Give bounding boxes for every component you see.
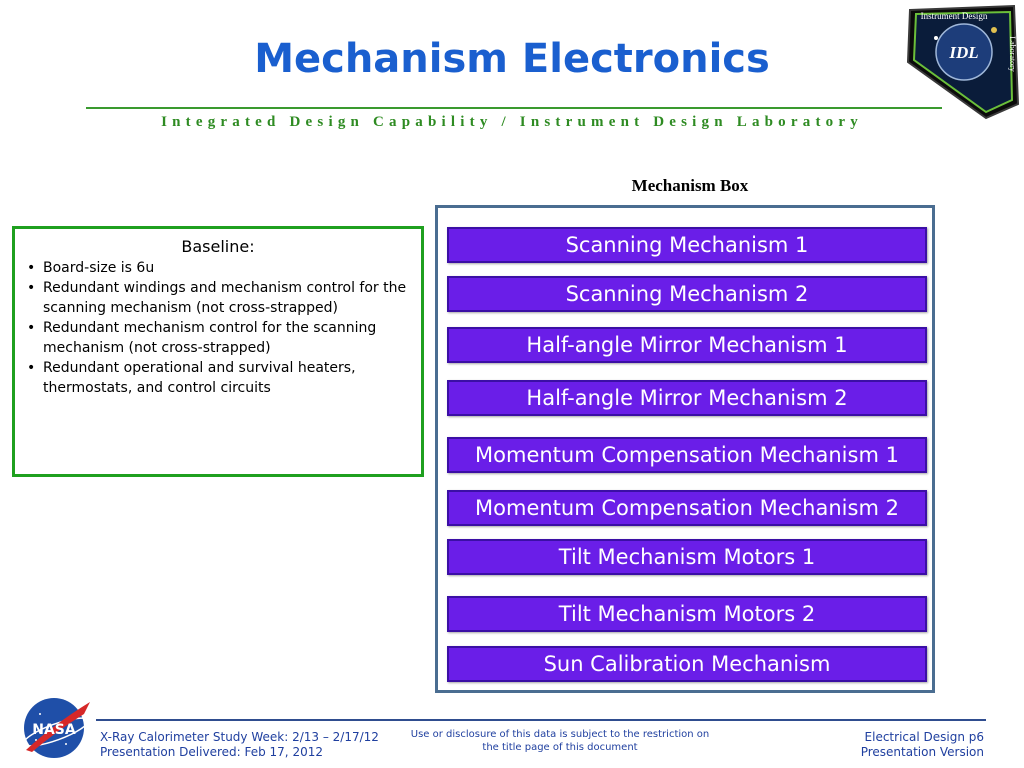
baseline-bullet: • Redundant mechanism control for the scanning mechanism (not cross-strapped) bbox=[25, 318, 411, 358]
slide-title: Mechanism Electronics bbox=[254, 36, 770, 82]
mechanism-item-scanning-2: Scanning Mechanism 2 bbox=[447, 276, 927, 312]
mechanism-box-label: Mechanism Box bbox=[631, 176, 749, 195]
mechanism-item-sun-calibration: Sun Calibration Mechanism bbox=[447, 646, 927, 682]
idl-logo-icon bbox=[902, 4, 1020, 120]
footer-right bbox=[861, 730, 984, 760]
footer-presentation-date: Presentation Delivered: Feb 17, 2012 bbox=[100, 745, 323, 759]
footer-disclosure-notice: Use or disclosure of this data is subject to the restriction on the title page of this document bbox=[410, 729, 710, 753]
baseline-box bbox=[12, 226, 424, 477]
mechanism-item-half-angle-2: Half-angle Mirror Mechanism 2 bbox=[447, 380, 927, 416]
title-divider bbox=[86, 107, 942, 109]
slide-subtitle: Integrated Design Capability / Instrument Design Laboratory bbox=[161, 114, 863, 130]
footer-study-week: X-Ray Calorimeter Study Week: 2/13 – 2/17/12 bbox=[100, 730, 379, 744]
baseline-bullet: • Redundant windings and mechanism control for the scanning mechanism (not cross-strapped) bbox=[25, 278, 411, 318]
baseline-bullet: • Board-size is 6u bbox=[25, 258, 411, 278]
svg-text:NASA: NASA bbox=[32, 722, 76, 738]
footer-version: Presentation Version bbox=[860, 745, 984, 759]
mechanism-item-tilt-2: Tilt Mechanism Motors 2 bbox=[447, 596, 927, 632]
svg-text:Instrument Design: Instrument Design bbox=[920, 11, 988, 21]
footer-left bbox=[100, 730, 379, 760]
mechanism-item-momentum-1: Momentum Compensation Mechanism 1 bbox=[447, 437, 927, 473]
mechanism-item-tilt-1: Tilt Mechanism Motors 1 bbox=[447, 539, 927, 575]
baseline-list bbox=[25, 258, 411, 398]
svg-text:IDL: IDL bbox=[949, 43, 979, 62]
baseline-heading: Baseline: bbox=[181, 237, 255, 256]
mechanism-item-momentum-2: Momentum Compensation Mechanism 2 bbox=[447, 490, 927, 526]
mechanism-item-half-angle-1: Half-angle Mirror Mechanism 1 bbox=[447, 327, 927, 363]
baseline-bullet: • Redundant operational and survival heaters, thermostats, and control circuits bbox=[25, 358, 411, 398]
nasa-logo-icon bbox=[18, 694, 94, 762]
footer-page-label: Electrical Design p6 bbox=[864, 730, 984, 744]
mechanism-item-scanning-1: Scanning Mechanism 1 bbox=[447, 227, 927, 263]
svg-text:Laboratory: Laboratory bbox=[1008, 36, 1017, 72]
footer-divider bbox=[96, 719, 986, 721]
